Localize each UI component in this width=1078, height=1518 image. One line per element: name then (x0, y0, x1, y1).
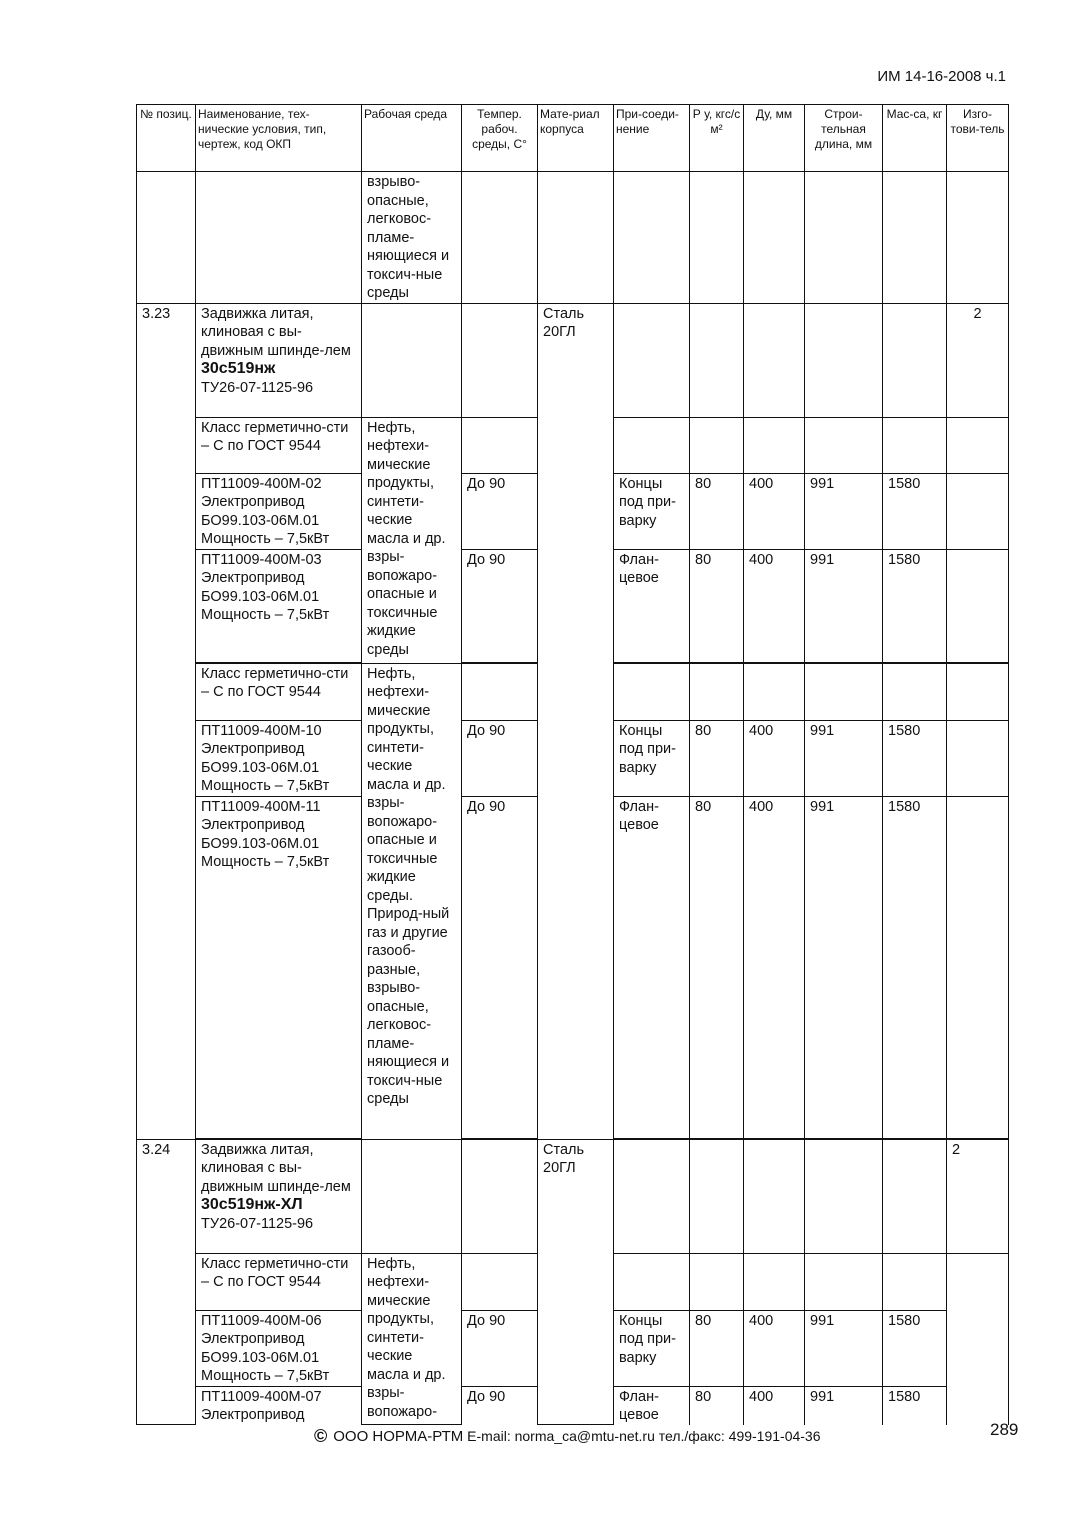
position-number: 3.23 (137, 303, 196, 1139)
mass-cell: 1580 (883, 473, 947, 549)
maker-cell: 2 (947, 1139, 1009, 1253)
position-number: 3.24 (137, 1139, 196, 1425)
temp-cell: До 90 (462, 720, 538, 796)
item-title: Задвижка литая, клиновая с вы-движным шпинде-лем (201, 305, 351, 359)
document-code: ИМ 14-16-2008 ч.1 (877, 68, 1006, 85)
length-cell: 991 (805, 1310, 883, 1386)
connection-cell: Флан-цевое (614, 796, 690, 1138)
col-header-temp: Темпер. рабоч. среды, С° (462, 105, 538, 172)
variant-name: ПТ11009-400М-02 Электропривод БО99.103-06М.01 Мощность – 7,5кВт (196, 473, 362, 549)
col-header-name: Наименование, тех-нические условия, тип, чертеж, код ОКП (196, 105, 362, 172)
item-title-cell (196, 303, 362, 417)
length-cell: 991 (805, 473, 883, 549)
item-tu: ТУ26-07-1125-96 (201, 1215, 314, 1232)
continuation-row (137, 172, 1010, 304)
material-cell: Сталь 20ГЛ (538, 1139, 614, 1425)
variant-name: ПТ11009-400М-07 Электропривод (196, 1386, 362, 1425)
dn-cell: 400 (744, 720, 805, 796)
pressure-cell: 80 (690, 549, 744, 662)
pressure-cell: 80 (690, 1310, 744, 1386)
footer-org: ООО НОРМА-РТМ (333, 1428, 464, 1445)
medium-cell: Нефть, нефтехи-мические продукты, синтети-ческие масла и др. взры-вопожаро-опасные и токсичные жидкие среды (362, 417, 462, 663)
connection-cell: Флан-цевое (614, 549, 690, 662)
mass-cell: 1580 (883, 1386, 947, 1425)
connection-cell: Концы под при-варку (614, 473, 690, 549)
dn-cell: 400 (744, 549, 805, 662)
footer-contact: E-mail: norma_ca@mtu-net.ru тел./факс: 499-191-04-36 (467, 1428, 821, 1444)
mass-cell: 1580 (883, 549, 947, 662)
col-header-mass: Мас-са, кг (883, 105, 947, 172)
temp-cell: До 90 (462, 1386, 538, 1425)
table-row (137, 1139, 1010, 1253)
pressure-cell: 80 (690, 473, 744, 549)
length-cell: 991 (805, 1386, 883, 1425)
header-row (137, 105, 1010, 172)
connection-cell: Концы под при-варку (614, 720, 690, 796)
maker-cell: 2 (947, 303, 1009, 417)
connection-cell: Концы под при-варку (614, 1310, 690, 1386)
seal-class: Класс герметично-сти – С по ГОСТ 9544 (196, 663, 362, 720)
col-header-dn: Ду, мм (744, 105, 805, 172)
temp-cell: До 90 (462, 796, 538, 1138)
valve-spec-table (136, 104, 1010, 1425)
col-header-pressure: Р у, кгс/с м² (690, 105, 744, 172)
item-title: Задвижка литая, клиновая с вы-движным шпинде-лем (201, 1141, 351, 1195)
temp-cell: До 90 (462, 473, 538, 549)
length-cell: 991 (805, 549, 883, 662)
material-cell: Сталь 20ГЛ (538, 303, 614, 1139)
item-title-cell (196, 1139, 362, 1253)
mass-cell: 1580 (883, 796, 947, 1138)
col-header-maker: Изго-тови-тель (947, 105, 1009, 172)
seal-class: Класс герметично-сти – С по ГОСТ 9544 (196, 417, 362, 473)
variant-name: ПТ11009-400М-03 Электропривод БО99.103-06М.01 Мощность – 7,5кВт (196, 549, 362, 662)
medium-cell: взрыво-опасные, легковос-пламе-няющиеся и токсич-ные среды (362, 172, 462, 304)
length-cell: 991 (805, 796, 883, 1138)
length-cell: 991 (805, 720, 883, 796)
variant-name: ПТ11009-400М-11 Электропривод БО99.103-06М.01 Мощность – 7,5кВт (196, 796, 362, 1138)
dn-cell: 400 (744, 796, 805, 1138)
item-model: 30с519нж-ХЛ (201, 1196, 303, 1213)
pressure-cell: 80 (690, 1386, 744, 1425)
col-header-pos: № позиц. (137, 105, 196, 172)
temp-cell: До 90 (462, 1310, 538, 1386)
item-model: 30с519нж (201, 360, 276, 377)
seal-class: Класс герметично-сти – С по ГОСТ 9544 (196, 1253, 362, 1310)
footer (314, 1426, 821, 1447)
page-number: 289 (990, 1420, 1019, 1439)
col-header-length: Строи-тельная длина, мм (805, 105, 883, 172)
medium-cell: Нефть, нефтехи-мические продукты, синтети-ческие масла и др. взры-вопожаро-опасные и токсичные жидкие среды. Природ-ный газ и другие газооб-разные, взрыво-опасные, легковос-пламе-няющиеся и токсич-ные среды (362, 663, 462, 1139)
dn-cell: 400 (744, 473, 805, 549)
copyright-icon: © (314, 1426, 328, 1446)
dn-cell: 400 (744, 1310, 805, 1386)
col-header-connection: При-соеди-нение (614, 105, 690, 172)
connection-cell: Флан-цевое (614, 1386, 690, 1425)
table-row (137, 303, 1010, 417)
col-header-material: Мате-риал корпуса (538, 105, 614, 172)
variant-name: ПТ11009-400М-06 Электропривод БО99.103-06М.01 Мощность – 7,5кВт (196, 1310, 362, 1386)
mass-cell: 1580 (883, 1310, 947, 1386)
mass-cell: 1580 (883, 720, 947, 796)
temp-cell: До 90 (462, 549, 538, 662)
col-header-medium: Рабочая среда (362, 105, 462, 172)
pressure-cell: 80 (690, 720, 744, 796)
medium-cell: Нефть, нефтехи-мические продукты, синтети-ческие масла и др. взры-вопожаро- (362, 1253, 462, 1425)
dn-cell: 400 (744, 1386, 805, 1425)
variant-name: ПТ11009-400М-10 Электропривод БО99.103-06М.01 Мощность – 7,5кВт (196, 720, 362, 796)
item-tu: ТУ26-07-1125-96 (201, 379, 314, 396)
pressure-cell: 80 (690, 796, 744, 1138)
